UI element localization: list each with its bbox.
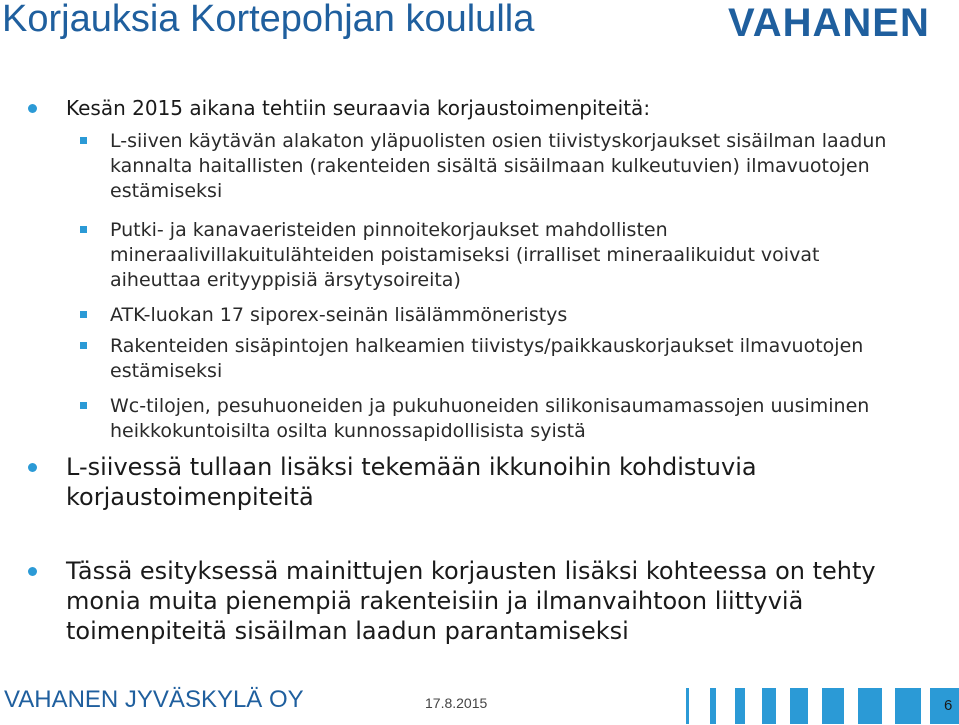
footer-stripe bbox=[858, 688, 882, 724]
bullet-dot-icon bbox=[28, 567, 37, 576]
bullet-dot-icon bbox=[28, 463, 37, 472]
sub-bullet-5: Wc-tilojen, pesuhuoneiden ja pukuhuoneiden silikonisaumamassojen uusiminen heikkokuntoisilta osilta kunnossapidollisista syistä bbox=[110, 395, 870, 442]
sub-bullet-2: Putki- ja kanavaeristeiden pinnoitekorjaukset mahdollisten mineraalivillakuitulähteiden poistamiseksi (irralliset mineraalikuidut voivat aiheuttaa erityyppisiä ärsytysoireita) bbox=[110, 219, 820, 291]
sub-bullet-square-icon bbox=[80, 342, 87, 349]
footer-company: VAHANEN JYVÄSKYLÄ OY bbox=[4, 686, 304, 713]
bullet-main-2: L-siivessä tullaan lisäksi tekemään ikkunoihin kohdistuvia korjaustoimenpiteitä bbox=[66, 453, 757, 511]
footer-stripe bbox=[735, 688, 745, 724]
sub-bullet-square-icon bbox=[80, 137, 87, 144]
bullet-main-1: Kesän 2015 aikana tehtiin seuraavia korjaustoimenpiteitä: bbox=[66, 96, 651, 120]
footer-stripe bbox=[686, 688, 689, 724]
svg-text:VAHANEN: VAHANEN bbox=[728, 1, 930, 45]
slide-title: Korjauksia Kortepohjan koululla bbox=[2, 0, 535, 40]
sub-bullet-square-icon bbox=[80, 226, 87, 233]
footer-stripe bbox=[822, 688, 844, 724]
footer-stripe bbox=[895, 688, 921, 724]
footer-stripe bbox=[762, 688, 776, 724]
footer-stripe bbox=[790, 688, 808, 724]
footer-date: 17.8.2015 bbox=[425, 695, 488, 711]
vahanen-logo bbox=[728, 1, 930, 45]
sub-bullet-square-icon bbox=[80, 311, 87, 318]
footer-stripe bbox=[710, 688, 716, 724]
sub-bullet-4: Rakenteiden sisäpintojen halkeamien tiivistys/paikkauskorjaukset ilmavuotojen estämiseksi bbox=[110, 335, 864, 382]
bullet-dot-icon bbox=[28, 104, 37, 113]
sub-bullet-3: ATK-luokan 17 siporex-seinän lisälämmöneristys bbox=[110, 304, 568, 326]
sub-bullet-square-icon bbox=[80, 402, 87, 409]
sub-bullet-1: L-siiven käytävän alakaton yläpuolisten osien tiivistyskorjaukset sisäilman laadun kannalta haitallisten (rakenteiden sisältä sisäilmaan kulkeutuvien) ilmavuotojen estämiseksi bbox=[110, 130, 887, 202]
bullet-main-3: Tässä esityksessä mainittujen korjausten lisäksi kohteessa on tehty monia muita pienempiä rakenteisiin ja ilmanvaihtoon liittyviä toimenpiteitä sisäilman laadun parantamiseksi bbox=[66, 557, 876, 645]
page-number: 6 bbox=[944, 697, 953, 714]
